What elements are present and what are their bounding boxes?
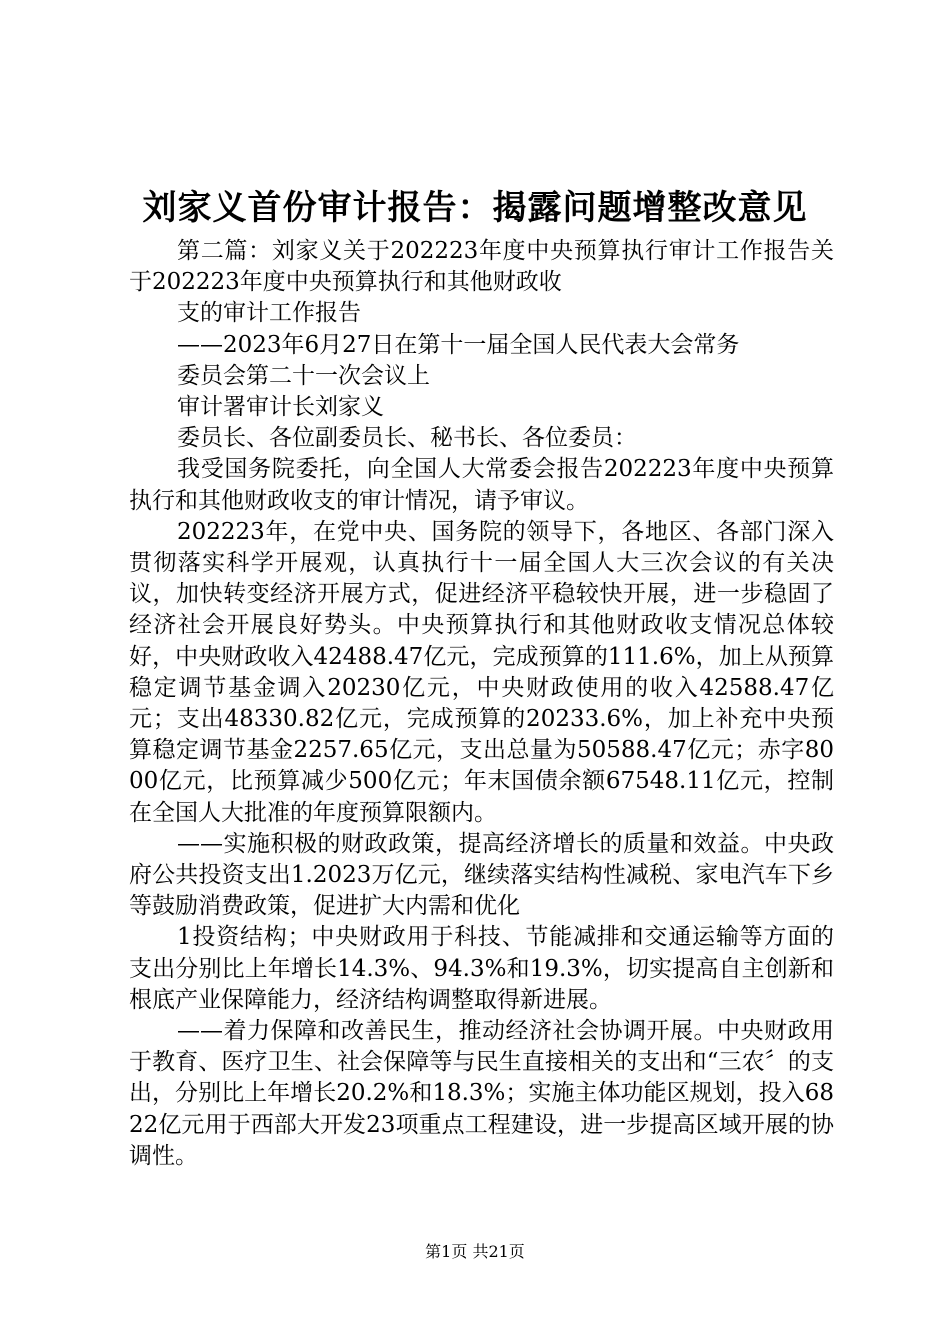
paragraph-meeting-name: 委员会第二十一次会议上 (177, 362, 430, 389)
document-title: 刘家义首份审计报告：揭露问题增整改意见 (142, 188, 808, 228)
paragraph-subtitle-cont: 支的审计工作报告 (177, 300, 361, 327)
paragraph-fiscal-policy: ——实施积极的财政政策，提高经济增长的质量和效益。中央政府公共投资支出1.2023万亿元，继续落实结构性减税、家电汽车下乡等鼓励消费政策，促进扩大内需和优化 (129, 830, 834, 920)
paragraph-meeting-date: ——2023年6月27日在第十一届全国人民代表大会常务 (177, 331, 740, 358)
page-number: 第1页 共21页 (425, 1242, 525, 1261)
document-body (129, 236, 834, 1172)
paragraph-investment: 1投资结构；中央财政用于科技、节能减排和交通运输等方面的支出分别比上年增长14.3%、94.3%和19.3%，切实提高自主创新和根底产业保障能力，经济结构调整取得新进展。 (129, 924, 834, 1013)
paragraph-subtitle: 第二篇：刘家义关于202223年度中央预算执行审计工作报告关于202223年度中央预算执行和其他财政收 (129, 238, 834, 296)
paragraph-intro: 我受国务院委托，向全国人大常委会报告202223年度中央预算执行和其他财政收支的审计情况，请予审议。 (129, 456, 834, 514)
paragraph-author: 审计署审计长刘家义 (177, 394, 384, 421)
paragraph-overview: 202223年，在党中央、国务院的领导下，各地区、各部门深入贯彻落实科学开展观，认真执行十一届全国人大三次会议的有关决议，加快转变经济开展方式，促进经济平稳较快开展，进一步稳固了经济社会开展良好势头。中央预算执行和其他财政收支情况总体较好，中央财政收入42488.47亿元，完成预算的111.6%，加上从预算稳定调节基金调入20230亿元，中央财政使用的收入42588.47亿元；支出48330.82亿元，完成预算的20233.6%，加上补充中央预算稳定调节基金2257.65亿元，支出总量为50588.47亿元；赤字8000亿元，比预算减少500亿元；年末国债余额67548.11亿元，控制在全国人大批准的年度预算限额内。 (129, 518, 834, 826)
paragraph-salutation: 委员长、各位副委员长、秘书长、各位委员： (177, 425, 637, 452)
paragraph-livelihood: ——着力保障和改善民生，推动经济社会协调开展。中央财政用于教育、医疗卫生、社会保障等与民生直接相关的支出和“三农〞的支出，分别比上年增长20.2%和18.3%；实施主体功能区规划，投入6822亿元用于西部大开发23项重点工程建设，进一步提高区域开展的协调性。 (129, 1018, 834, 1169)
